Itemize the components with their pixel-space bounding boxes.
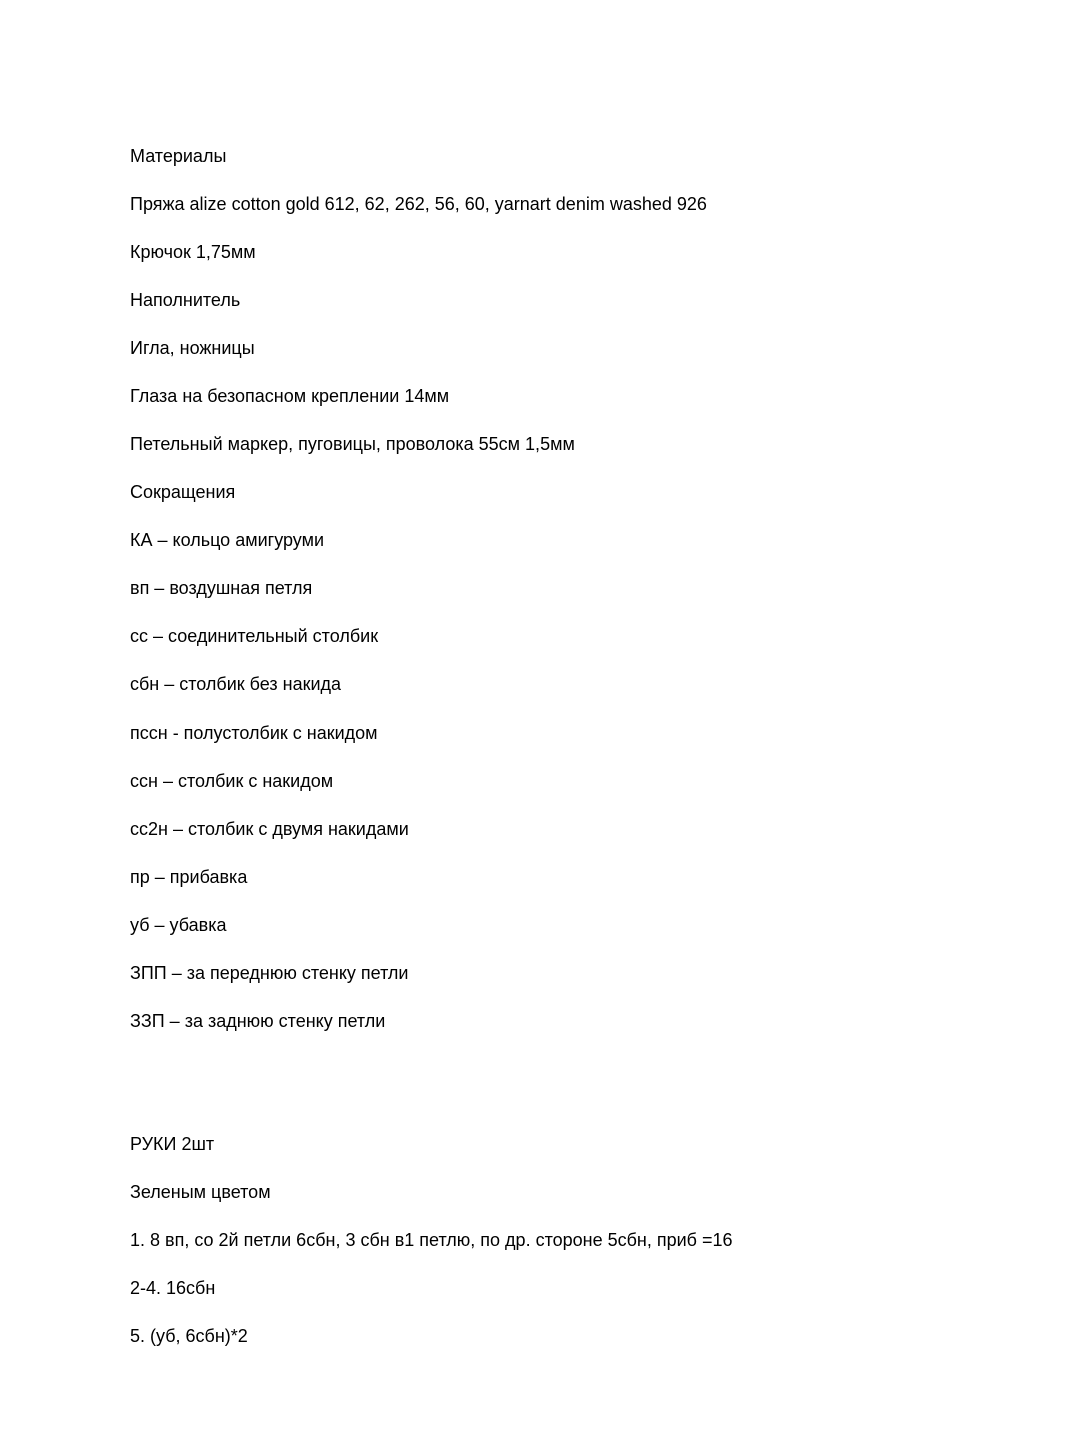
abbreviation-item: ссн – столбик с накидом bbox=[130, 771, 334, 791]
abbreviation-item: вп – воздушная петля bbox=[130, 578, 313, 598]
material-item-hook: Крючок 1,75мм bbox=[130, 242, 256, 262]
arms-color-note: Зеленым цветом bbox=[130, 1182, 271, 1202]
abbreviation-item: ЗПП – за переднюю стенку петли bbox=[130, 963, 409, 983]
abbreviation-item: сс – соединительный столбик bbox=[130, 626, 379, 646]
material-item-yarn: Пряжа alize cotton gold 612, 62, 262, 56, 60, yarnart denim washed 926 bbox=[130, 194, 707, 214]
material-item-eyes: Глаза на безопасном креплении 14мм bbox=[130, 386, 450, 406]
abbreviation-item: сбн – столбик без накида bbox=[130, 674, 342, 694]
arms-row: 2-4. 16сбн bbox=[130, 1278, 216, 1298]
abbreviation-item: КА – кольцо амигуруми bbox=[130, 530, 325, 550]
material-item-marker: Петельный маркер, пуговицы, проволока 55см 1,5мм bbox=[130, 434, 575, 454]
materials-heading: Материалы bbox=[130, 146, 227, 166]
abbreviation-item: пр – прибавка bbox=[130, 867, 248, 887]
abbreviation-item: сс2н – столбик с двумя накидами bbox=[130, 819, 409, 839]
abbreviation-item: уб – убавка bbox=[130, 915, 227, 935]
abbreviation-item: пссн - полустолбик с накидом bbox=[130, 723, 378, 743]
arms-heading: РУКИ 2шт bbox=[130, 1134, 215, 1154]
abbreviations-heading: Сокращения bbox=[130, 482, 236, 502]
material-item-filler: Наполнитель bbox=[130, 290, 241, 310]
abbreviation-item: ЗЗП – за заднюю стенку петли bbox=[130, 1011, 386, 1031]
material-item-needle: Игла, ножницы bbox=[130, 338, 255, 358]
arms-row: 1. 8 вп, со 2й петли 6сбн, 3 сбн в1 петлю, по др. стороне 5сбн, приб =16 bbox=[130, 1230, 733, 1250]
arms-row: 5. (уб, 6сбн)*2 bbox=[130, 1326, 248, 1346]
